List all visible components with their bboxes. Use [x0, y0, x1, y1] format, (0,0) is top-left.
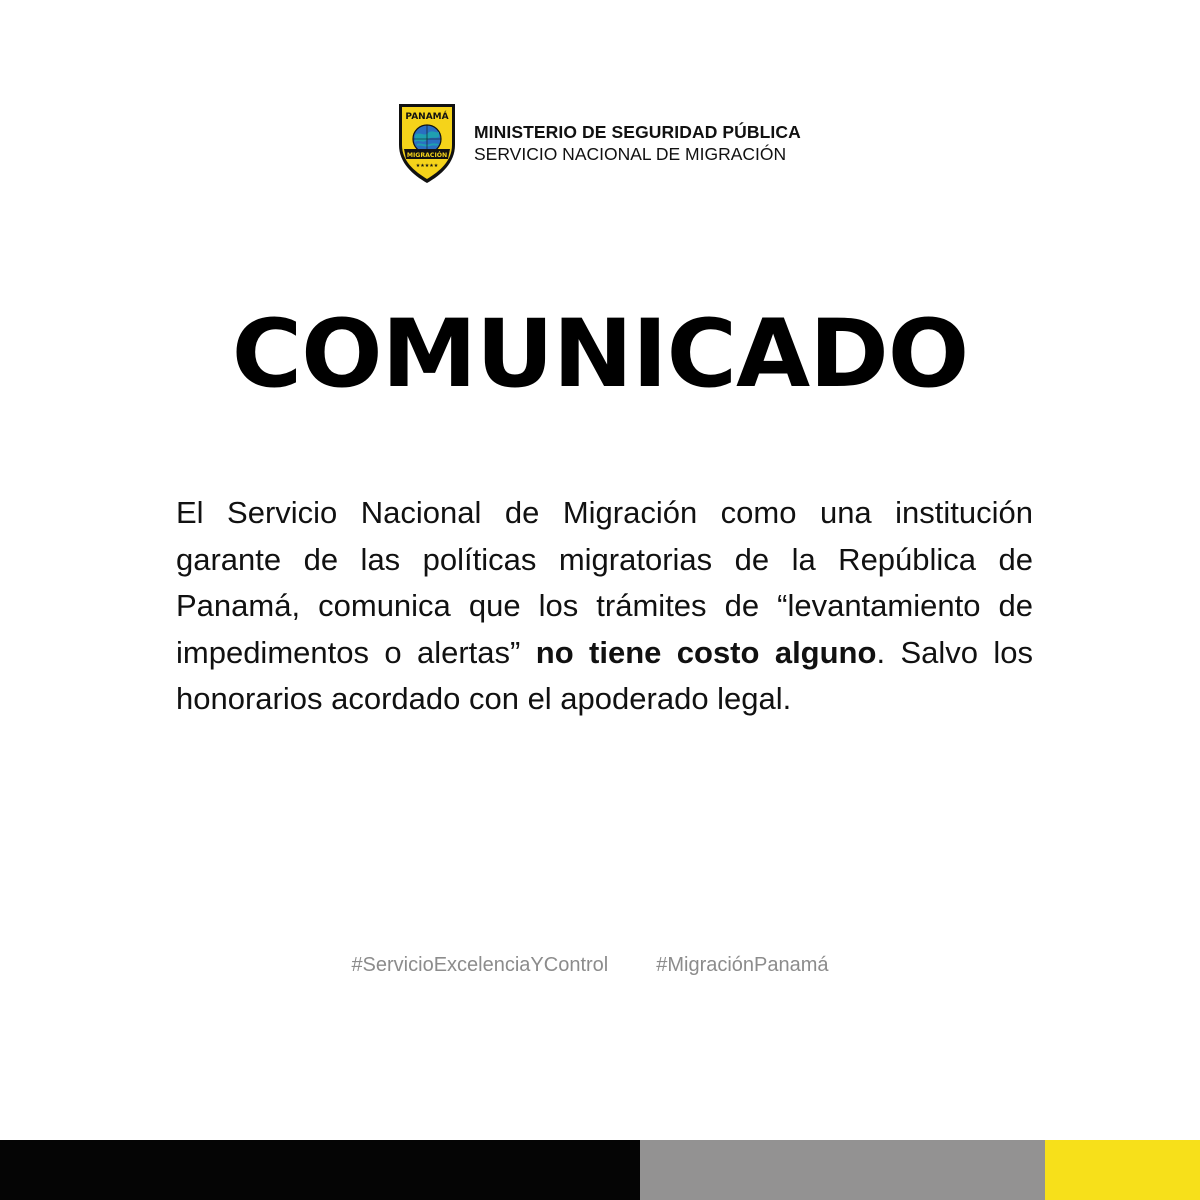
bottom-bar-black	[0, 1140, 640, 1200]
header	[393, 100, 801, 186]
hashtags	[0, 954, 1200, 977]
hashtag-migracion: #MigraciónPanamá	[656, 954, 829, 976]
bottom-bar-gray	[640, 1140, 1045, 1200]
organization-text	[474, 123, 801, 163]
bottom-bar-yellow	[1045, 1140, 1200, 1200]
svg-text:★★★★★: ★★★★★	[415, 163, 439, 169]
announcement-body	[176, 490, 1033, 723]
body-text-bold: no tiene costo alguno	[535, 634, 877, 670]
body-text-before: El Servicio Nacional de Migración como una institución garante de las políticas migratorias de la República de Panamá, comunica que los trámites de “levantamiento de impedimentos o alertas”	[176, 495, 1033, 670]
service-name: SERVICIO NACIONAL DE MIGRACIÓN	[474, 143, 787, 164]
ministry-name: MINISTERIO DE SEGURIDAD PÚBLICA	[474, 122, 801, 143]
hashtag-servicio: #ServicioExcelenciaYControl	[351, 954, 609, 976]
body-text-after: . Salvo los honorarios acordado con el apoderado legal.	[176, 634, 1033, 716]
migracion-shield-logo	[393, 101, 461, 185]
logo-top-text: PANAMÁ	[405, 112, 449, 122]
page-title: COMUNICADO	[231, 300, 969, 409]
logo-banner-text: MIGRACIÓN	[406, 152, 448, 159]
bottom-color-bar	[0, 1140, 1200, 1200]
